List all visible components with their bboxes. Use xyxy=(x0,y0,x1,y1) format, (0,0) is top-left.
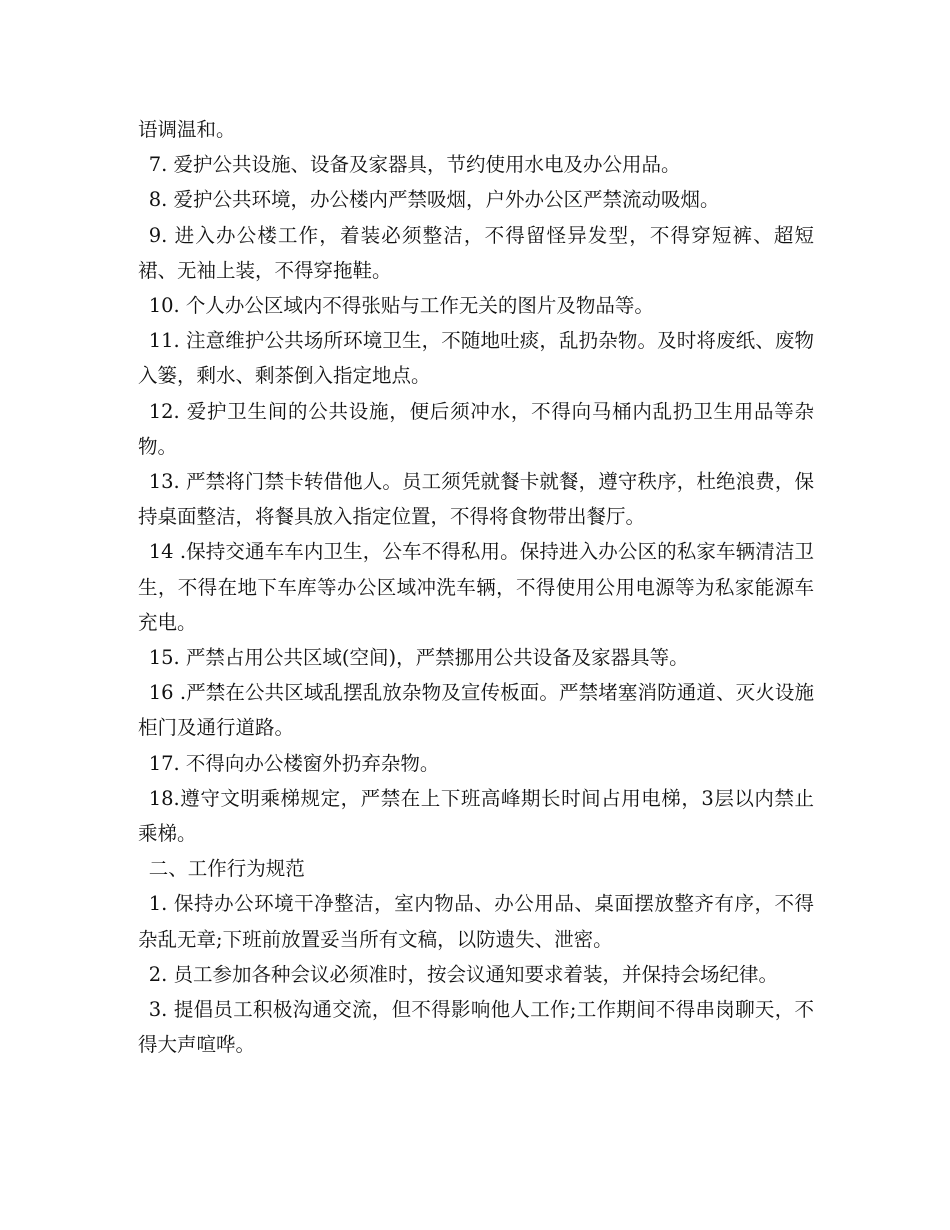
rule-item-8: 8. 爱护公共环境，办公楼内严禁吸烟，户外办公区严禁流动吸烟。 xyxy=(148,188,720,212)
rule-item-16: 16 .严禁在公共区域乱摆乱放杂物及宣传板面。严禁堵塞消防通道、灭火设施柜门及通行道路。 xyxy=(138,681,814,740)
rule-item-7: 7. 爱护公共设施、设备及家器具，节约使用水电及办公用品。 xyxy=(148,153,681,177)
document-body xyxy=(138,112,814,1062)
work-rule-item-3: 3. 提倡员工积极沟通交流，但不得影响他人工作;工作期间不得串岗聊天，不得大声喧哗。 xyxy=(138,998,814,1057)
rule-item-17: 17. 不得向办公楼窗外扔弃杂物。 xyxy=(148,751,440,775)
rule-item-9: 9. 进入办公楼工作，着装必须整洁，不得留怪异发型，不得穿短裤、超短裙、无袖上装，不得穿拖鞋。 xyxy=(138,223,814,282)
paragraph-continuation: 语调温和。 xyxy=(138,118,236,141)
work-rule-item-1: 1. 保持办公环境干净整洁，室内物品、办公用品、桌面摆放整齐有序，不得杂乱无章;下班前放置妥当所有文稿，以防遗失、泄密。 xyxy=(138,892,814,951)
rule-item-14: 14 .保持交通车车内卫生，公车不得私用。保持进入办公区的私家车辆清洁卫生，不得在地下车库等办公区域冲洗车辆，不得使用公用电源等为私家能源车充电。 xyxy=(138,540,814,634)
rule-item-18: 18.遵守文明乘梯规定，严禁在上下班高峰期长时间占用电梯，3层以内禁止乘梯。 xyxy=(138,786,814,846)
section-heading: 二、工作行为规范 xyxy=(148,857,305,881)
rule-item-12: 12. 爱护卫生间的公共设施，便后须冲水，不得向马桶内乱扔卫生用品等杂物。 xyxy=(138,399,814,458)
rule-item-15: 15. 严禁占用公共区域(空间)，严禁挪用公共设备及家器具等。 xyxy=(148,646,689,670)
rule-item-11: 11. 注意维护公共场所环境卫生，不随地吐痰，乱扔杂物。及时将废纸、废物入篓，剩水、剩茶倒入指定地点。 xyxy=(138,329,814,388)
work-rule-item-2: 2. 员工参加各种会议必须准时，按会议通知要求着装，并保持会场纪律。 xyxy=(148,962,779,986)
rule-item-13: 13. 严禁将门禁卡转借他人。员工须凭就餐卡就餐，遵守秩序，杜绝浪费，保持桌面整洁，将餐具放入指定位置，不得将食物带出餐厅。 xyxy=(138,470,814,529)
rule-item-10: 10. 个人办公区域内不得张贴与工作无关的图片及物品等。 xyxy=(148,294,654,318)
